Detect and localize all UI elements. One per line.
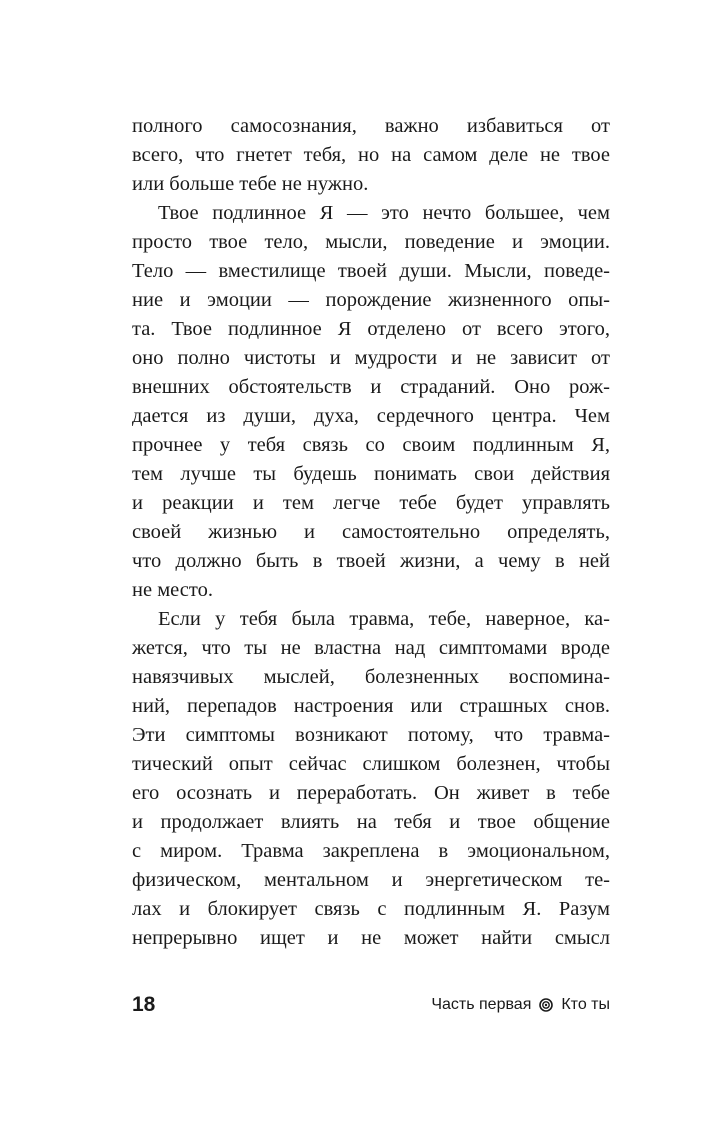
text-line: ний, перепадов настроения или страшных снов. bbox=[132, 695, 610, 717]
text-line: Твое подлинное Я — это нечто большее, чем bbox=[158, 202, 610, 224]
circle-ornament-icon bbox=[539, 998, 553, 1012]
text-line: тем лучше ты будешь понимать свои действия bbox=[132, 463, 610, 485]
text-line: дается из души, духа, сердечного центра. Чем bbox=[132, 405, 610, 427]
text-line: полного самосознания, важно избавиться от bbox=[132, 115, 610, 137]
text-line: или больше тебе не нужно. bbox=[132, 173, 369, 195]
text-line: и реакции и тем легче тебе будет управлять bbox=[132, 492, 610, 514]
text-line: Тело — вместилище твоей души. Мысли, поведе- bbox=[132, 260, 610, 282]
text-line: внешних обстоятельств и страданий. Оно рож- bbox=[132, 376, 610, 398]
text-line: его осознать и переработать. Он живет в тебе bbox=[132, 782, 610, 804]
running-head bbox=[431, 990, 610, 1020]
text-line: физическом, ментальном и энергетическом те- bbox=[132, 869, 610, 891]
text-line: всего, что гнетет тебя, но на самом деле не твое bbox=[132, 144, 610, 166]
text-line: Если у тебя была травма, тебе, наверное, ка- bbox=[158, 608, 610, 630]
text-line: непрерывно ищет и не может найти смысл bbox=[132, 927, 610, 949]
page-footer bbox=[132, 990, 610, 1020]
text-line: и продолжает влиять на тебя и твое общение bbox=[132, 811, 610, 833]
text-line: оно полно чистоты и мудрости и не зависит от bbox=[132, 347, 610, 369]
text-line: не место. bbox=[132, 579, 213, 601]
text-line: та. Твое подлинное Я отделено от всего этого, bbox=[132, 318, 610, 340]
text-line: лах и блокирует связь с подлинным Я. Разум bbox=[132, 898, 610, 920]
part-title: Часть первая bbox=[431, 996, 532, 1013]
text-line: что должно быть в твоей жизни, а чему в ней bbox=[132, 550, 610, 572]
text-line: ние и эмоции — порождение жизненного опы- bbox=[132, 289, 610, 311]
text-line: навязчивых мыслей, болезненных воспомина- bbox=[132, 666, 610, 688]
text-line: прочнее у тебя связь со своим подлинным Я, bbox=[132, 434, 610, 456]
text-line: с миром. Травма закреплена в эмоциональном, bbox=[132, 840, 610, 862]
text-line: просто твое тело, мысли, поведение и эмоции. bbox=[132, 231, 610, 253]
page-number: 18 bbox=[132, 993, 156, 1016]
text-line: своей жизнью и самостоятельно определять, bbox=[132, 521, 610, 543]
text-line: Эти симптомы возникают потому, что травма- bbox=[132, 724, 610, 746]
text-line: тический опыт сейчас слишком болезнен, чтобы bbox=[132, 753, 610, 775]
body-text bbox=[132, 112, 610, 953]
chapter-title: Кто ты bbox=[561, 996, 610, 1013]
text-line: жется, что ты не властна над симптомами вроде bbox=[132, 637, 610, 659]
